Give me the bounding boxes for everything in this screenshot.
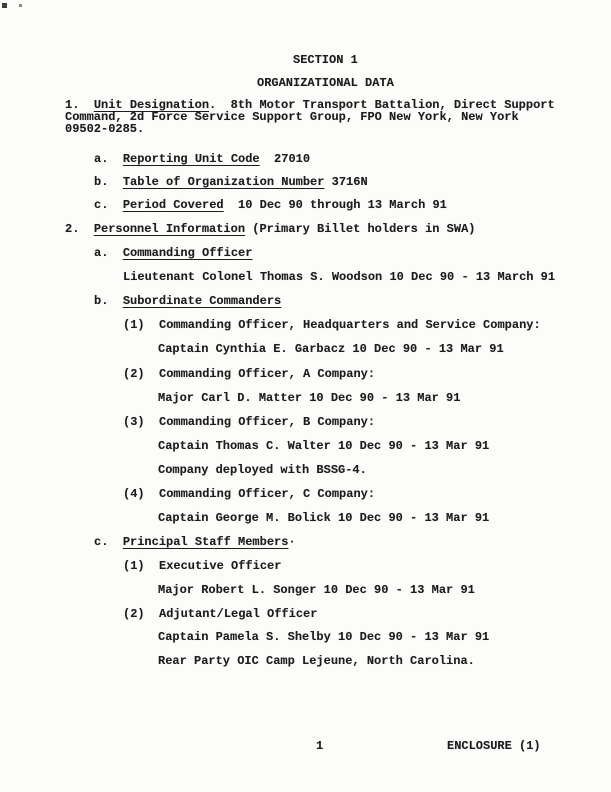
ink-speck	[2, 3, 7, 8]
line-text: b.	[94, 175, 123, 189]
sub-item-1-name	[158, 343, 504, 355]
staff-item-2-name	[158, 631, 489, 643]
line-text: Company deployed with BSSG-4.	[158, 463, 367, 477]
line-text: a.	[94, 246, 123, 260]
line-text: c.	[94, 198, 123, 212]
principal-staff-heading	[94, 536, 296, 548]
sub-item-1-title	[123, 319, 541, 331]
underlined-heading: Reporting Unit Code	[122, 152, 260, 166]
staff-item-2-note	[158, 655, 475, 667]
line-text: (1) Executive Officer	[123, 559, 282, 573]
personnel-information-heading	[65, 223, 475, 235]
line-text: ·	[288, 535, 296, 549]
line-text: Captain Thomas C. Walter 10 Dec 90 - 13 Mar 91	[158, 439, 490, 453]
commanding-officer-heading	[94, 247, 252, 259]
line-text: b.	[94, 294, 123, 308]
staff-item-1-title	[123, 560, 281, 572]
line-text: (4) Commanding Officer, C Company:	[123, 487, 376, 501]
line-text: c.	[94, 535, 123, 549]
sub-item-4-title	[123, 488, 375, 500]
enclosure-label: ENCLOSURE (1)	[447, 739, 541, 753]
underlined-heading: Table of Organization Number	[122, 175, 325, 189]
staff-item-1-name	[158, 584, 475, 596]
underlined-heading: Period Covered	[122, 198, 224, 212]
line-text: 1.	[65, 98, 94, 112]
line-text: (1) Commanding Officer, Headquarters and Service Company:	[123, 318, 541, 332]
line-text: 10 Dec 90 through 13 March 91	[223, 198, 447, 212]
line-text: (3) Commanding Officer, B Company:	[123, 415, 376, 429]
line-text: a.	[94, 152, 123, 166]
underlined-heading: Unit Designation	[93, 98, 210, 112]
underlined-heading: Personnel Information	[93, 222, 246, 236]
line-text: Captain Cynthia E. Garbacz 10 Dec 90 - 13 Mar 91	[158, 342, 504, 356]
line-text: 27010	[259, 152, 311, 166]
sub-item-3-note	[158, 464, 367, 476]
section-heading: SECTION 1	[293, 53, 358, 67]
line-text: (2) Adjutant/Legal Officer	[123, 607, 318, 621]
period-covered-line	[94, 199, 447, 211]
line-text: 09502-0285.	[65, 122, 145, 136]
sub-item-4-name	[158, 512, 489, 524]
ink-speck	[19, 4, 22, 7]
subordinate-commanders-heading	[94, 295, 281, 307]
sub-item-3-title	[123, 416, 375, 428]
unit-zip-line	[65, 123, 144, 135]
line-text: (Primary Billet holders in SWA)	[245, 222, 476, 236]
underlined-heading: Principal Staff Members	[122, 535, 289, 549]
page-number: 1	[316, 739, 324, 753]
line-text: Command, 2d Force Service Support Group, FPO New York, New York	[65, 110, 519, 124]
underlined-heading: Subordinate Commanders	[122, 294, 282, 308]
line-text: 2.	[65, 222, 94, 236]
underlined-heading: Commanding Officer	[122, 246, 253, 260]
sub-item-3-name	[158, 440, 489, 452]
sub-item-2-name	[158, 392, 460, 404]
line-text: Captain Pamela S. Shelby 10 Dec 90 - 13 Mar 91	[158, 630, 490, 644]
line-text: Rear Party OIC Camp Lejeune, North Carolina.	[158, 654, 475, 668]
line-text: Major Carl D. Matter 10 Dec 90 - 13 Mar 91	[158, 391, 461, 405]
commanding-officer-name	[123, 271, 555, 283]
line-text: Major Robert L. Songer 10 Dec 90 - 13 Mar 91	[158, 583, 475, 597]
page-title: ORGANIZATIONAL DATA	[257, 76, 394, 90]
line-text: . 8th Motor Transport Battalion, Direct Support	[209, 98, 555, 112]
line-text: Lieutenant Colonel Thomas S. Woodson 10 Dec 90 - 13 March 91	[123, 270, 556, 284]
staff-item-2-title	[123, 608, 317, 620]
line-text: 3716N	[324, 175, 368, 189]
table-of-organization-line	[94, 176, 368, 188]
line-text: (2) Commanding Officer, A Company:	[123, 367, 376, 381]
line-text: Captain George M. Bolick 10 Dec 90 - 13 Mar 91	[158, 511, 490, 525]
sub-item-2-title	[123, 368, 375, 380]
reporting-unit-code-line	[94, 153, 310, 165]
